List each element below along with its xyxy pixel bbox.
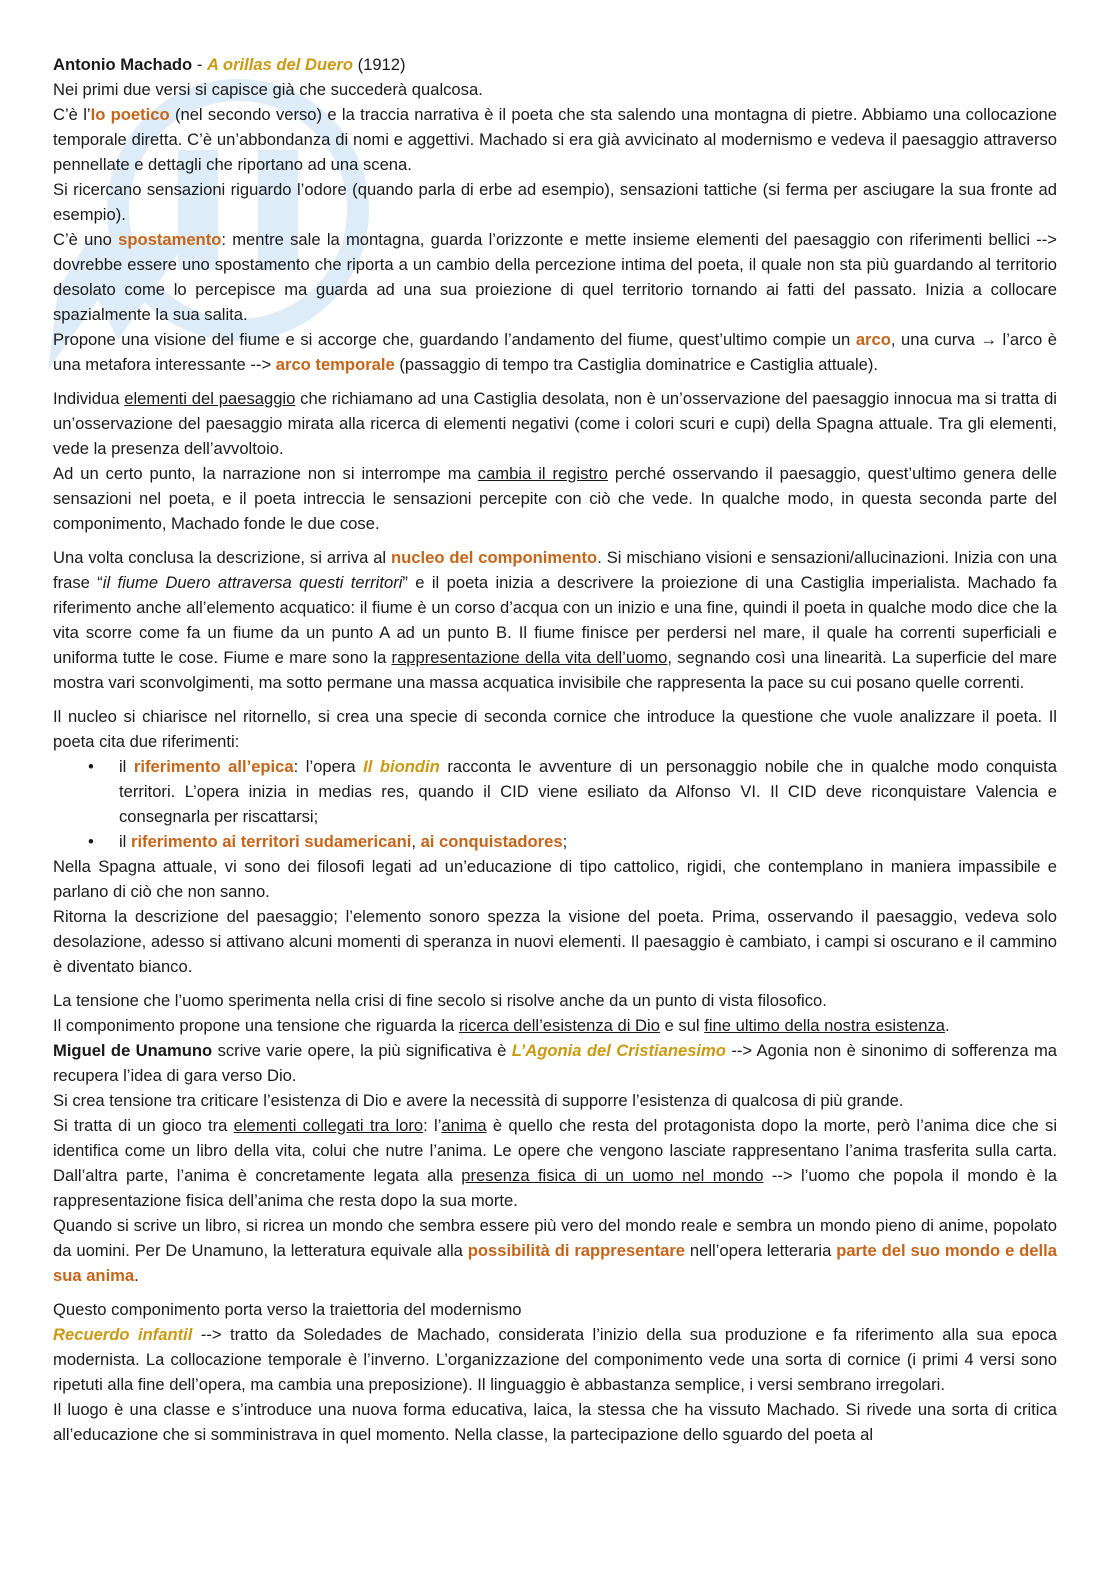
underline-anima: anima [441,1116,487,1135]
text-run: racconta le avventure di un personaggio nobile che in qualche modo conquista territori. L’opera inizia in medias res, quando il CID viene esiliato da Alfonso VI. Il CID deve riconquistare Valencia e consegnarla per riscattarsi; [119,757,1057,826]
text-run: il [119,757,134,776]
text-run: Propone una visione del fiume e si accorge che, guardando l’andamento del fiume, quest’ultimo compie un [53,330,856,349]
text-run: . Si mischiano visioni e sensazioni/allucinazioni. Inizia con una frase “ [53,548,1058,592]
highlight-nucleo: nucleo del componimento [391,548,598,567]
paragraph-18: Questo componimento porta verso la traiettoria del modernismo [53,1300,522,1319]
underline-elementi-collegati: elementi collegati tra loro [233,1116,424,1135]
underline-cambia-registro: cambia il registro [477,464,608,483]
text-run: C’è uno [53,230,119,249]
paragraph-17 [53,1213,1057,1288]
text-run: che richiamano ad una Castiglia desolata, non è un’osservazione del paesaggio innocua ma si tratta di un’osservazione del paesaggio mirata alla ricerca di elementi negativi (come i colori scuri e cupi) della Spagna attuale. Tra gli elementi, vede la presenza dell’avvoltoio. [53,389,1057,458]
paragraph-2 [53,102,1057,177]
text-run: (nel secondo verso) e la traccia narrativa è il poeta che sta salendo una montagna di pietre. Abbiamo una collocazione temporale diretta. C’è un’abbondanza di nomi e aggettivi. Machado si era già avvicinato al modernismo e vedeva il paesaggio attraverso pennellate e dettagli che riportano ad una scena. [53,105,1058,174]
text-run: , [411,832,421,851]
paragraph-13 [53,1013,1057,1038]
underline-elementi-paesaggio: elementi del paesaggio [124,389,296,408]
text-run: l’arco è una metafora interessante --> [53,330,1057,374]
text-run: : l’opera [293,757,364,776]
doc-title [53,52,1057,77]
paragraph-5 [53,327,1057,377]
underline-presenza-fisica: presenza fisica di un uomo nel mondo [461,1166,764,1185]
highlight-arco: arco [855,330,891,349]
document-page [53,52,1057,1447]
text-run: : l’ [423,1116,442,1135]
paragraph-14 [53,1038,1057,1088]
paragraph-7 [53,461,1057,536]
text-run: ” e il poeta inizia a descrivere la proiezione di una Castiglia imperialista. Machado fa riferimento anche all’elemento acquatico: il fiume è un corso d’acqua con un inizio e una fine, quindi il poeta in qualche modo dice che la vita scorre come fa un fiume da un punto A ad un punto B. Il fiume finisce per perdersi nel mare, il quale ha correnti superficiali e uniforma tutte le cose. Fiume e mare sono la [53,573,1057,667]
bullet-icon: • [88,832,94,851]
paragraph-8 [53,545,1057,695]
text-run: Individua [53,389,125,408]
text-run: --> l’uomo che popola il mondo è la rappresentazione fisica dell’anima che resta dopo la sua morte. [53,1166,1058,1210]
paragraph-9: Il nucleo si chiarisce nel ritornello, si crea una specie di seconda cornice che introduce la questione che vuole analizzare il poeta. Il poeta cita due riferimenti: [53,707,1057,751]
underline-esistenza-dio: ricerca dell’esistenza di Dio [458,1016,660,1035]
text-run: . [134,1266,139,1285]
author-unamuno: Miguel de Unamuno [53,1041,213,1060]
text-run: Si tratta di un gioco tra [53,1116,234,1135]
text-run: il [119,832,131,851]
quote-italic: il fiume Duero attraversa questi territori [102,573,403,592]
paragraph-15: Si crea tensione tra criticare l’esistenza di Dio e avere la necessità di supporre l’esistenza di qualcosa di più grande. [53,1091,904,1110]
text-run: Quando si scrive un libro, si ricrea un mondo che sembra essere più vero del mondo reale e sembra un mondo pieno di anime, popolato da uomini. Per De Unamuno, la letteratura equivale alla [53,1216,1057,1260]
paragraph-16 [53,1113,1057,1213]
highlight-epica: riferimento all’epica [133,757,294,776]
text-run: e sul [659,1016,705,1035]
paragraph-19 [53,1322,1057,1397]
paragraph-6 [53,386,1057,461]
highlight-arco-temporale: arco temporale [275,355,395,374]
text-run: ; [562,832,568,851]
underline-fine-ultimo: fine ultimo della nostra esistenza [704,1016,945,1035]
work-title: Il biondin [363,757,440,776]
work-title: L’Agonia del Cristianesimo [511,1041,726,1060]
bullet-icon: • [88,757,94,776]
text-run: , una curva [890,330,981,349]
paragraph-11: Ritorna la descrizione del paesaggio; l’elemento sonoro spezza la visione del poeta. Prima, osservando il paesaggio, vedeva solo desolazione, adesso si attivano alcuni momenti di speranza in nuovi elementi. Il paesaggio è cambiato, i campi si oscurano e il cammino è diventato bianco. [53,907,1057,976]
paragraph-3: Si ricercano sensazioni riguardo l’odore (quando parla di erbe ad esempio), sensazioni tattiche (si ferma per asciugare la sua fronte ad esempio). [53,180,1057,224]
title-author: Antonio Machado [53,55,193,74]
text-run: nell’opera letteraria [685,1241,837,1260]
highlight-possibilita: possibilità di rappresentare [467,1241,686,1260]
text-run: , segnando così una linearità. La superficie del mare mostra vari sconvolgimenti, ma sotto permane una massa acquatica invisibile che rappresenta la pace su cui posano quelle correnti. [53,648,1058,692]
highlight-io-poetico: Io poetico [90,105,170,124]
work-title: Recuerdo infantil [53,1325,193,1344]
text-run: Il componimento propone una tensione che riguarda la [53,1016,459,1035]
paragraph-20: Il luogo è una classe e s’introduce una nuova forma educativa, laica, la stessa che ha vissuto Machado. Si rivede una sorta di critica all’educazione che si somministrava in quel momento. Nella classe, la partecipazione dello sguardo del poeta al [53,1400,1057,1444]
text-run: C’è l’ [53,105,91,124]
text-run: --> tratto da Soledades de Machado, considerata l’inizio della sua produzione e fa riferimento alla sua epoca modernista. La collocazione temporale è l’inverno. L’organizzazione del componimento vede una sorta di cornice (i primi 4 versi sono ripetuti alla fine dell’opera, ma cambia una preposizione). Il linguaggio è abbastanza semplice, i versi sembrano irregolari. [53,1325,1057,1394]
underline-rappresentazione: rappresentazione della vita dell’uomo [391,648,668,667]
references-list [53,754,1057,854]
title-year: (1912) [352,55,406,74]
highlight-spostamento: spostamento [118,230,222,249]
text-run: --> Agonia non è sinonimo di sofferenza ma recupera l’idea di gara verso Dio. [53,1041,1057,1085]
arrow-right-icon: → [980,330,997,349]
text-run: Ad un certo punto, la narrazione non si interrompe ma [53,464,478,483]
text-run: perché osservando il paesaggio, quest’ultimo genera delle sensazioni nel poeta, e il poeta intreccia le sensazioni percepite con ciò che vede. In qualche modo, in questa seconda parte del componimento, Machado fonde le due cose. [53,464,1057,533]
text-run: Una volta conclusa la descrizione, si arriva al [53,548,392,567]
text-run: è quello che resta del protagonista dopo la morte, però l’anima dice che si identifica come un libro della vita, colui che nutre l’anima. Le opere che vengono lasciate rappresentano l’anima trasferita sulla carta. Dall’altra parte, l’anima è concretamente legata alla [53,1116,1058,1185]
list-item [88,754,1057,829]
paragraph-1: Nei primi due versi si capisce già che succederà qualcosa. [53,80,483,99]
text-run: . [944,1016,950,1035]
highlight-territori: riferimento ai territori sudamericani [130,832,412,851]
list-item [88,829,1057,854]
paragraph-4 [53,227,1057,327]
text-run: scrive varie opere, la più significativa è [212,1041,512,1060]
paragraph-12: La tensione che l’uomo sperimenta nella crisi di fine secolo si risolve anche da un punto di vista filosofico. [53,991,827,1010]
highlight-mondo-anima: parte del suo mondo e della sua anima [53,1241,1057,1285]
title-work: A orillas del Duero [206,55,353,74]
text-run: (passaggio di tempo tra Castiglia dominatrice e Castiglia attuale). [394,355,879,374]
highlight-conquistadores: ai conquistadores [420,832,563,851]
text-run: : mentre sale la montagna, guarda l’orizzonte e mette insieme elementi del paesaggio con riferimenti bellici --> dovrebbe essere uno spostamento che riporta a un cambio della percezione intima del poeta, il quale non sta più guardando al territorio desolato come lo percepisce ma guarda ad una sua proiezione di quel territorio tornando ai fatti del passato. Inizia a collocare spazialmente la sua salita. [53,230,1057,324]
paragraph-10: Nella Spagna attuale, vi sono dei filosofi legati ad un’educazione di tipo cattolico, rigidi, che contemplano in maniera impassibile e parlano di ciò che non sanno. [53,857,1057,901]
title-separator: - [192,55,207,74]
